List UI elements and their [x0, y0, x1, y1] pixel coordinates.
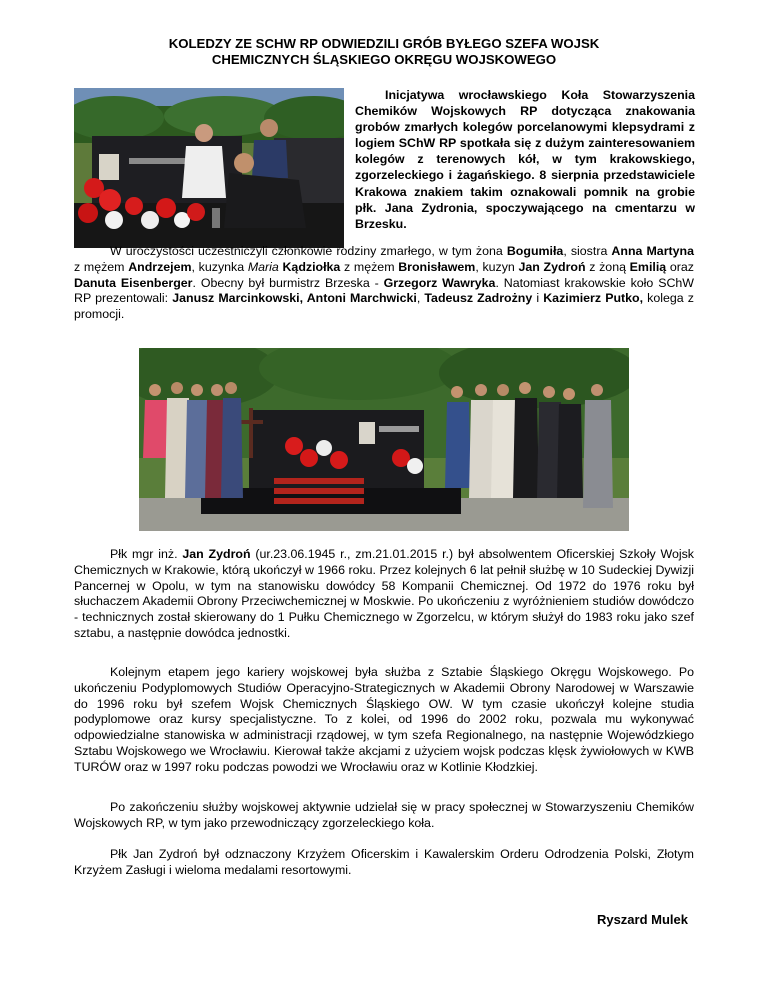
grave-photo-1: [74, 88, 344, 248]
name: Maria: [247, 259, 279, 274]
name: Andrzejem: [128, 259, 192, 274]
text: (ur.23.06.1945 r., zm.21.01.2015 r.) był absolwentem Oficerskiej Szkoły Wojsk Chemicznych w Krakowie, którą ukończył w 1966 roku. Przez kolejnych 6 lat pełnił służbę w 10 Sudeckiej Dywizji Pancernej w Opolu, w tym na stanowisku dowódcy 58 Kompanii Chemicznej. Od 1972 do 1976 roku był słuchaczem Akademii Obrony Przeciwchemicznej w Moskwie. Po ukończeniu z wyróżnieniem studiów dowódczo - technicznych został skierowany do 1 Pułku Chemicznego w Zgorzelcu, w którym służył do 1983 roku jako szef sztabu, a następnie dowódca jednostki.: [74, 547, 695, 640]
group-photo: [139, 348, 629, 531]
paragraph-attendees: [74, 244, 694, 323]
text: , kuzynka: [191, 259, 248, 274]
text: . Natomiast krakowskie koło SChW RP prezentowali:: [74, 275, 694, 306]
title-line-1: KOLEDZY ZE SCHW RP ODWIEDZILI GRÓB BYŁEGO SZEFA WOJSK: [168, 36, 600, 51]
name: Anna Martyna: [611, 244, 694, 258]
text: kolega z promocji.: [74, 291, 694, 322]
name: Janusz Marcinkowski, Antoni Marchwicki: [172, 291, 417, 306]
paragraph-awards: Płk Jan Zydroń był odznaczony Krzyżem Oficerskim i Kawalerskim Orderu Odrodzenia Polski, Złotym Krzyżem Zasługi i wieloma medalami resortowymi.: [74, 847, 694, 877]
intro-paragraph: Inicjatywa wrocławskiego Koła Stowarzyszenia Chemików Wojskowych RP dotycząca znakowania grobów zmarłych kolegów porcelanowymi klepsydrami z logiem SChW RP spotkała się z dużym zainteresowaniem kolegów z terenowych kół, w tym krakowskiego, zgorzeleckiego i żagańskiego. 8 sierpnia przedstawiciele Krakowa znakiem takim oznakowali pomnik na grobie płk. Jana Zydronia, spoczywającego na cmentarzu w Brzesku.: [355, 88, 695, 231]
name: Emilią: [629, 259, 667, 274]
text: oraz: [666, 259, 694, 274]
name: Tadeusz Zadrożny: [424, 291, 533, 306]
name: Danuta Eisenberger: [74, 275, 193, 290]
name: Jan Zydroń: [182, 547, 251, 561]
text: z żoną: [585, 259, 630, 274]
text: Płk mgr inż.: [110, 547, 183, 561]
name: Bogumiła: [506, 244, 564, 258]
text: W uroczystości uczestniczyli członkowie rodziny zmarłego, w tym żona: [110, 244, 507, 258]
title-line-2: CHEMICZNYCH ŚLĄSKIEGO OKRĘGU WOJSKOWEGO: [211, 52, 557, 67]
text: , kuzyn: [475, 259, 519, 274]
author-signature: Ryszard Mulek: [596, 912, 688, 927]
paragraph-social-work: Po zakończeniu służby wojskowej aktywnie udzielał się w pracy społecznej w Stowarzyszeniu Chemików Wojskowych RP, w tym jako przewodniczący zgorzeleckiego koła.: [74, 800, 694, 830]
text: i: [532, 291, 544, 306]
text: . Obecny był burmistrz Brzeska -: [192, 275, 384, 290]
name: Kądziołka: [282, 259, 341, 274]
name: Kazimierz Putko,: [543, 291, 644, 306]
text: z mężem: [74, 259, 129, 274]
name: Grzegorz Wawryka: [383, 275, 496, 290]
text: ,: [416, 291, 425, 306]
text: z mężem: [340, 259, 399, 274]
article-title: [60, 36, 708, 68]
text: , siostra: [563, 244, 612, 258]
name: Jan Zydroń: [518, 259, 586, 274]
name: Bronisławem: [398, 259, 476, 274]
paragraph-career: Kolejnym etapem jego kariery wojskowej była służba z Sztabie Śląskiego Okręgu Wojskowego. Po ukończeniu Podyplomowych Studiów Operacyjno-Strategicznych w Akademii Obrony Narodowej w Warszawie do 1996 roku był szefem Wojsk Chemicznych Śląskiego OW. W tym czasie ukończył kolejne studia podyplomowe oraz kursy specjalistyczne. To z kolei, od 1996 do 2002 roku, pozwala mu wykonywać odpowiedzialne stanowiska w administracji rządowej, w tym szefa Regionalnego, na następnie Wojewódzkiego Sztabu Wojskowego we Wrocławiu. Kierował także akcjami z użyciem wojsk podczas klęsk żywiołowych w KWB TURÓW oraz w 1997 roku podczas powodzi we Wrocławiu oraz w Kotlinie Kłodzkiej.: [74, 665, 694, 774]
paragraph-biography: [74, 547, 694, 642]
